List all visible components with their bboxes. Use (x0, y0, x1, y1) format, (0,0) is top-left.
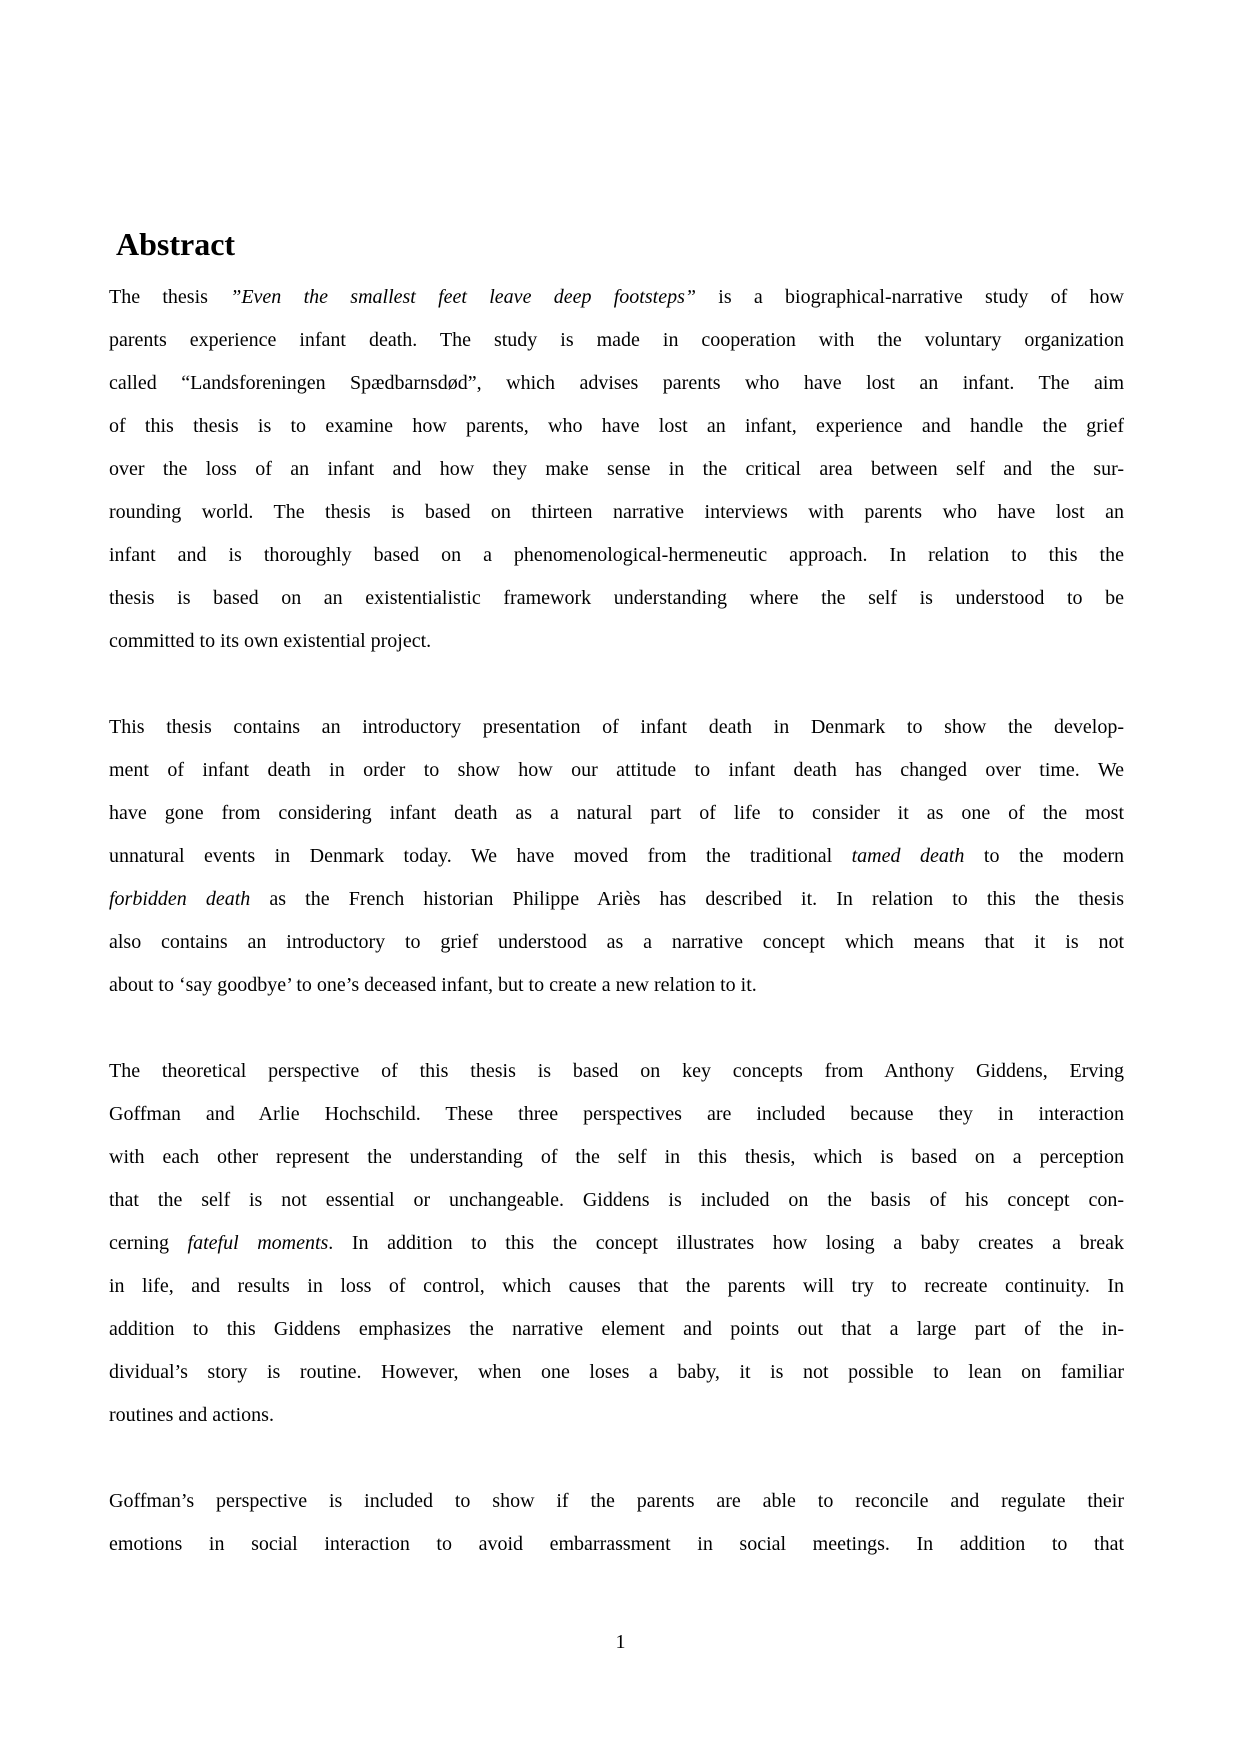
text-run: rounding world. The thesis is based on thirteen narrative interviews with parents who have lost an (109, 501, 1124, 523)
text-run: have gone from considering infant death as a natural part of life to consider it as one of the most (109, 802, 1124, 824)
text-run: routines and actions. (109, 1404, 274, 1426)
text-line (109, 964, 1124, 1007)
paragraph (109, 276, 1124, 663)
text-run: to the modern (964, 845, 1124, 867)
text-run: that the self is not essential or unchangeable. Giddens is included on the basis of his concept con- (109, 1189, 1124, 1211)
text-run: thesis is based on an existentialistic framework understanding where the self is understood to be (109, 587, 1124, 609)
text-run: The theoretical perspective of this thesis is based on key concepts from Anthony Giddens, Erving (109, 1060, 1124, 1082)
text-run: with each other represent the understanding of the self in this thesis, which is based on a perception (109, 1146, 1124, 1168)
text-line (109, 1308, 1124, 1351)
paragraph (109, 706, 1124, 1007)
text-line (109, 1050, 1124, 1093)
text-run: This thesis contains an introductory presentation of infant death in Denmark to show the develop- (109, 716, 1124, 738)
text-run: unnatural events in Denmark today. We have moved from the traditional (109, 845, 852, 867)
text-line (109, 448, 1124, 491)
text-run: The thesis (109, 286, 231, 308)
abstract-paragraphs (109, 276, 1124, 1566)
text-run: addition to this Giddens emphasizes the narrative element and points out that a large part of the in- (109, 1318, 1124, 1340)
text-run: as the French historian Philippe Ariès has described it. In relation to this the thesis (250, 888, 1124, 910)
text-line (109, 1093, 1124, 1136)
text-run: Goffman’s perspective is included to show if the parents are able to reconcile and regulate their (109, 1490, 1124, 1512)
text-line (109, 1351, 1124, 1394)
paragraph (109, 1050, 1124, 1437)
text-run: cerning (109, 1232, 188, 1254)
text-run: also contains an introductory to grief understood as a narrative concept which means that it is not (109, 931, 1124, 953)
text-line (109, 1394, 1124, 1437)
text-run: . In addition to this the concept illustrates how losing a baby creates a break (328, 1232, 1124, 1254)
text-line (109, 921, 1124, 964)
text-run: ment of infant death in order to show how our attitude to infant death has changed over time. We (109, 759, 1124, 781)
text-line (109, 792, 1124, 835)
italic-text-run: ”Even the smallest feet leave deep footsteps” (230, 286, 696, 308)
italic-text-run: forbidden death (109, 888, 251, 910)
text-line (109, 835, 1124, 878)
text-run: in life, and results in loss of control, which causes that the parents will try to recreate continuity. In (109, 1275, 1124, 1297)
text-line (109, 706, 1124, 749)
text-line (109, 1179, 1124, 1222)
text-line (109, 1265, 1124, 1308)
text-line (109, 1480, 1124, 1523)
text-line (109, 878, 1124, 921)
text-run: about to ‘say goodbye’ to one’s deceased infant, but to create a new relation to it. (109, 974, 757, 996)
text-run: parents experience infant death. The study is made in cooperation with the voluntary organization (109, 329, 1124, 351)
italic-text-run: tamed death (851, 845, 965, 867)
text-line (109, 620, 1124, 663)
text-line (109, 1136, 1124, 1179)
text-line (109, 362, 1124, 405)
text-run: Goffman and Arlie Hochschild. These three perspectives are included because they in interaction (109, 1103, 1124, 1125)
text-line (109, 276, 1124, 319)
text-run: of this thesis is to examine how parents, who have lost an infant, experience and handle the grief (109, 415, 1124, 437)
text-line (109, 1222, 1124, 1265)
text-run: is a biographical-narrative study of how (695, 286, 1124, 308)
text-line (109, 405, 1124, 448)
page-number: 1 (615, 1631, 626, 1653)
text-line (109, 319, 1124, 362)
paragraph (109, 1480, 1124, 1566)
text-run: committed to its own existential project. (109, 630, 432, 652)
text-line (109, 577, 1124, 620)
text-line (109, 534, 1124, 577)
text-run: infant and is thoroughly based on a phenomenological-hermeneutic approach. In relation to this the (109, 544, 1124, 566)
italic-text-run: fateful moments (187, 1232, 329, 1254)
page-title: Abstract (116, 226, 236, 262)
text-run: emotions in social interaction to avoid embarrassment in social meetings. In addition to that (109, 1533, 1124, 1555)
text-run: called “Landsforeningen Spædbarnsdød”, which advises parents who have lost an infant. The aim (109, 372, 1124, 394)
text-line (109, 491, 1124, 534)
text-run: over the loss of an infant and how they make sense in the critical area between self and the sur- (109, 458, 1124, 480)
text-line (109, 749, 1124, 792)
text-run: dividual’s story is routine. However, when one loses a baby, it is not possible to lean on familiar (109, 1361, 1124, 1383)
text-line (109, 1523, 1124, 1566)
